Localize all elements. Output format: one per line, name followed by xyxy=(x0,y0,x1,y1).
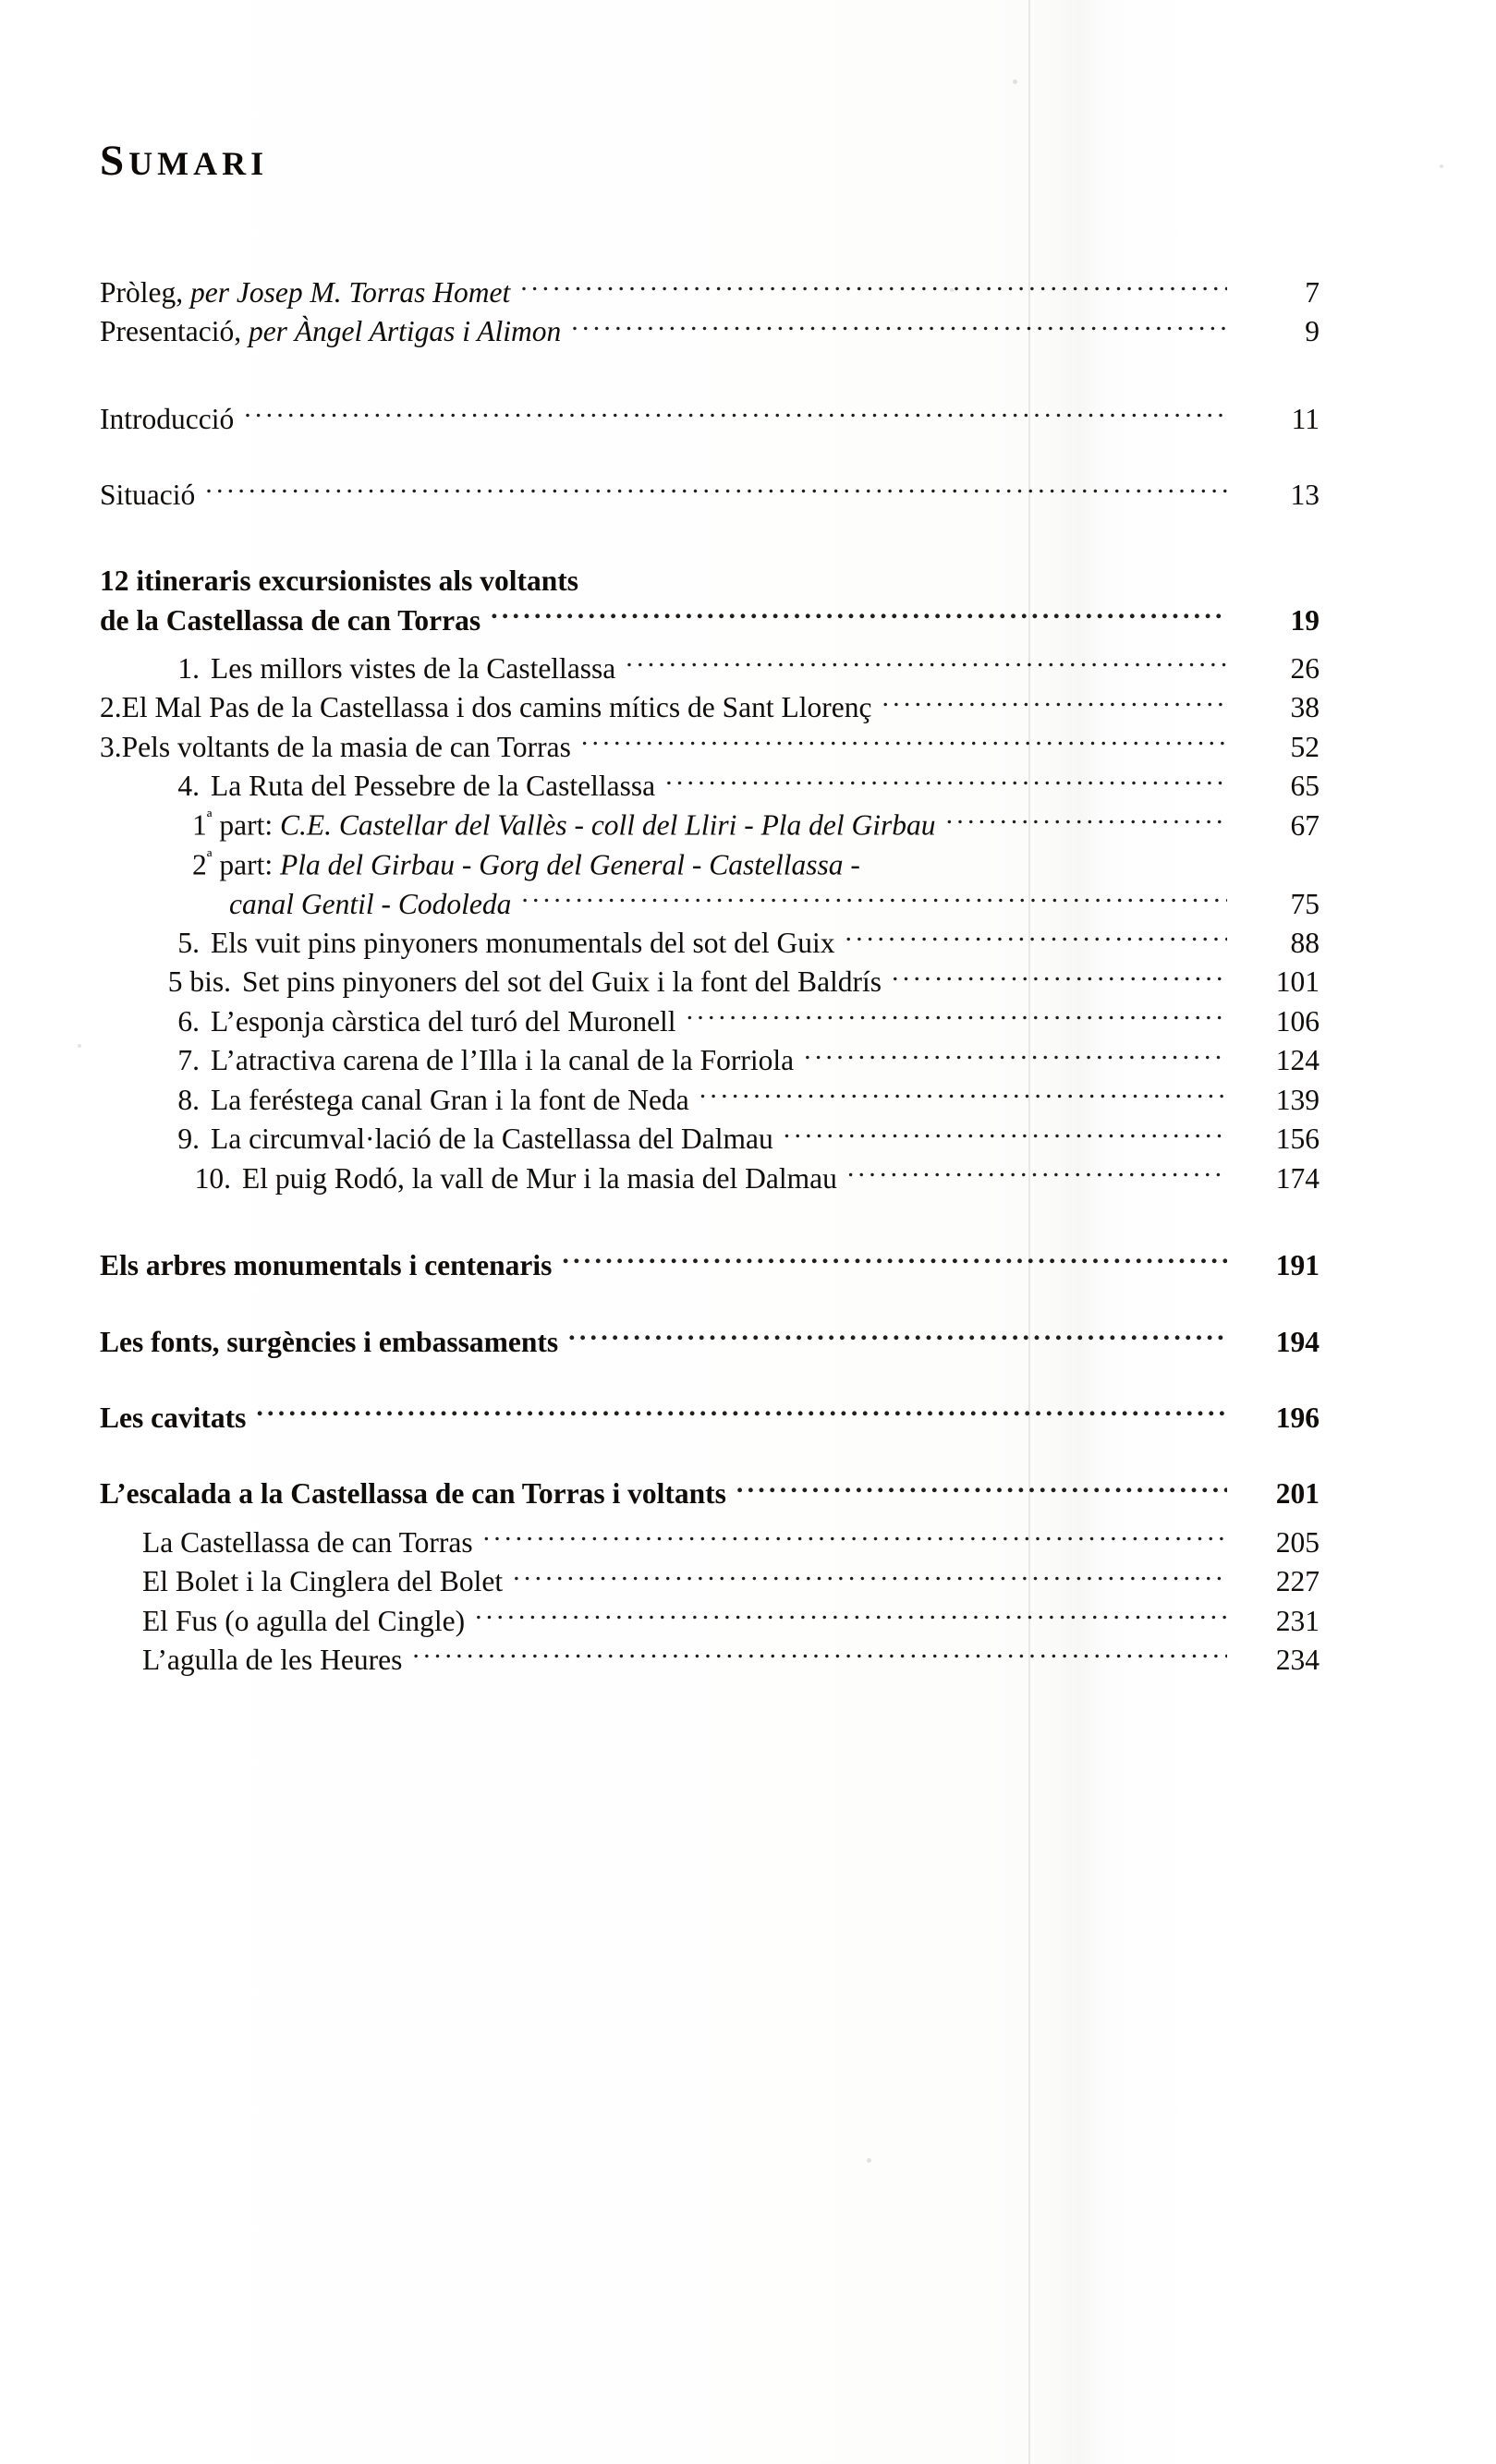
spacer xyxy=(100,1361,1320,1398)
dot-leader xyxy=(847,1159,1227,1188)
toc-page-number: 106 xyxy=(1275,1004,1320,1038)
toc-entry-label: Els arbres monumentals i centenaris xyxy=(100,1249,553,1282)
toc-content xyxy=(100,139,1320,1680)
dot-leader xyxy=(892,963,1227,992)
dot-leader xyxy=(521,884,1227,914)
toc-page-number: 101 xyxy=(1275,965,1320,999)
toc-entry-agulla-heures[interactable] xyxy=(100,1641,1320,1680)
toc-item-title: L’atractiva carena de l’Illa i la canal de la Forriola xyxy=(211,1044,795,1077)
toc-part-route: C.E. Castellar del Vallès - coll del Lliri - Pla del Girbau xyxy=(279,808,936,842)
spacer xyxy=(100,639,1320,649)
toc-item-title: La Ruta del Pessebre de la Castellassa xyxy=(211,770,656,803)
toc-item-number: 5. xyxy=(177,927,200,960)
toc-page-number: 11 xyxy=(1291,402,1320,435)
toc-part-ordinal: ª xyxy=(206,846,213,868)
toc-entry-label xyxy=(142,964,890,1001)
toc-entry-castellassa-can-torras[interactable] xyxy=(100,1523,1320,1561)
toc-item-title: La feréstega canal Gran i la font de Neda xyxy=(211,1083,689,1116)
toc-page-number: 88 xyxy=(1290,927,1320,960)
toc-entry-itinerari-7[interactable] xyxy=(100,1041,1320,1080)
toc-entry-fonts-surgencies[interactable] xyxy=(100,1322,1320,1361)
toc-entry-part-1[interactable] xyxy=(100,806,1320,844)
dot-leader xyxy=(520,273,1227,302)
toc-item-title: Set pins pinyoners del sot del Guix i la font del Baldrís xyxy=(242,965,882,999)
toc-item-number: 9. xyxy=(177,1123,200,1156)
toc-entry-label xyxy=(100,689,880,727)
dot-leader xyxy=(256,1398,1227,1427)
toc-page-number: 174 xyxy=(1275,1161,1320,1195)
page-title-rest: UMARI xyxy=(128,145,269,182)
section-heading-itineraris-line2[interactable] xyxy=(100,601,1320,639)
toc-entry-itinerari-10[interactable] xyxy=(100,1159,1320,1197)
toc-page-number: 65 xyxy=(1290,770,1320,803)
toc-entry-label xyxy=(161,925,843,963)
dot-leader xyxy=(870,845,1227,875)
page-title xyxy=(100,139,1320,184)
toc-page-number: 139 xyxy=(1275,1083,1320,1116)
toc-item-number: 5 bis. xyxy=(167,965,231,999)
spacer xyxy=(100,1198,1320,1246)
toc-entry-situacio[interactable] xyxy=(100,476,1320,515)
toc-entry-part-2-continuation[interactable] xyxy=(100,884,1320,923)
toc-entry-cavitats[interactable] xyxy=(100,1398,1320,1437)
toc-page-number: 191 xyxy=(1275,1249,1320,1282)
toc-page-number: 67 xyxy=(1290,808,1320,842)
toc-label-italic: per Àngel Artigas i Alimon xyxy=(248,315,562,348)
dot-leader xyxy=(513,1562,1227,1592)
toc-entry-itinerari-9[interactable] xyxy=(100,1120,1320,1159)
spacer xyxy=(100,1513,1320,1523)
toc-part-word: part: xyxy=(212,848,280,881)
toc-item-number: 6. xyxy=(177,1004,200,1038)
toc-page-number: 234 xyxy=(1275,1644,1320,1677)
dot-leader xyxy=(699,1080,1227,1110)
toc-entry-bolet-cinglera[interactable] xyxy=(100,1562,1320,1601)
toc-page-number: 201 xyxy=(1275,1477,1320,1511)
toc-entry-arbres-monumentals[interactable] xyxy=(100,1246,1320,1285)
dot-leader xyxy=(804,1041,1227,1071)
toc-label-plain: Pròleg, xyxy=(100,275,190,309)
toc-page-number: 19 xyxy=(1290,603,1320,637)
dot-leader xyxy=(205,476,1227,505)
spacer xyxy=(100,515,1320,563)
toc-entry-presentacio[interactable] xyxy=(100,312,1320,351)
toc-item-number: 2. xyxy=(100,691,122,724)
toc-entry-part-2[interactable] xyxy=(100,845,1320,884)
toc-page-number: 38 xyxy=(1290,691,1320,724)
toc-page-number: 205 xyxy=(1275,1525,1320,1559)
toc-item-title: El puig Rodó, la vall de Mur i la masia del Dalmau xyxy=(242,1161,837,1195)
toc-page-number: 231 xyxy=(1275,1604,1320,1637)
dot-leader xyxy=(581,727,1227,757)
toc-item-title: El Mal Pas de la Castellassa i dos camins mítics de Sant Llorenç xyxy=(121,691,872,724)
toc-entry-itinerari-5[interactable] xyxy=(100,924,1320,963)
toc-entry-label xyxy=(161,1082,698,1120)
toc-page-number: 124 xyxy=(1275,1044,1320,1077)
spacer xyxy=(100,351,1320,399)
toc-page-number: 7 xyxy=(1305,275,1320,309)
toc-entry-label xyxy=(100,274,518,312)
toc-item-title: Els vuit pins pinyoners monumentals del sot del Guix xyxy=(211,927,835,960)
toc-item-number: 7. xyxy=(177,1044,200,1077)
toc-item-number: 8. xyxy=(177,1083,200,1116)
toc-entry-label xyxy=(161,1042,802,1080)
dot-leader xyxy=(244,399,1227,429)
toc-entry-label xyxy=(192,845,869,884)
spacer xyxy=(100,1438,1320,1475)
toc-item-number: 4. xyxy=(177,770,200,803)
toc-entry-label: L’agulla de les Heures xyxy=(142,1644,403,1677)
toc-part-number: 2 xyxy=(192,848,207,881)
dot-leader xyxy=(475,1601,1227,1631)
dot-leader xyxy=(736,1475,1227,1504)
toc-entry-label xyxy=(100,313,569,351)
dot-leader xyxy=(483,1523,1227,1552)
toc-part-ordinal: ª xyxy=(206,807,213,830)
dot-leader xyxy=(946,806,1227,835)
toc-page-number: 52 xyxy=(1290,730,1320,763)
toc-page-number: 26 xyxy=(1290,651,1320,685)
dot-leader xyxy=(571,312,1227,342)
toc-entry-itinerari-3[interactable] xyxy=(100,727,1320,766)
toc-entry-itinerari-8[interactable] xyxy=(100,1080,1320,1119)
section-heading-escalada[interactable] xyxy=(100,1475,1320,1513)
toc-part-route-continued: canal Gentil - Codoleda xyxy=(229,887,512,920)
toc-entry-label: El Bolet i la Cinglera del Bolet xyxy=(142,1565,504,1598)
toc-entry-introduccio[interactable] xyxy=(100,399,1320,438)
toc-entry-itinerari-6[interactable] xyxy=(100,1001,1320,1040)
toc-entry-itinerari-1[interactable] xyxy=(100,649,1320,687)
toc-item-title: Pels voltants de la masia de can Torras xyxy=(121,730,571,763)
spacer xyxy=(100,439,1320,476)
dot-leader xyxy=(412,1641,1227,1670)
toc-part-route: Pla del Girbau - Gorg del General - Castellassa - xyxy=(279,848,860,881)
dot-leader xyxy=(845,924,1227,953)
toc-entry-label xyxy=(161,650,624,688)
toc-entry-label xyxy=(192,806,944,844)
toc-entry-itinerari-2[interactable] xyxy=(100,688,1320,727)
toc-entry-label: de la Castellassa de can Torras xyxy=(100,603,481,637)
toc-entry-label: Les fonts, surgències i embassaments xyxy=(100,1325,559,1358)
dot-leader xyxy=(687,1001,1227,1031)
toc-entry-label xyxy=(161,768,663,806)
page-title-initial: S xyxy=(100,137,129,185)
dot-leader xyxy=(568,1322,1227,1352)
toc-entry-itinerari-4[interactable] xyxy=(100,767,1320,806)
toc-entry-label xyxy=(161,1121,782,1159)
toc-item-number: 1. xyxy=(177,651,200,685)
spacer xyxy=(100,1285,1320,1322)
toc-entry-label: Les cavitats xyxy=(100,1401,247,1434)
dot-leader xyxy=(882,688,1227,718)
toc-entry-label: La Castellassa de can Torras xyxy=(142,1525,473,1559)
toc-entry-el-fus[interactable] xyxy=(100,1601,1320,1640)
toc-page-number: 9 xyxy=(1305,315,1320,348)
toc-entry-label xyxy=(142,1160,845,1198)
toc-entry-label: Situació xyxy=(100,479,196,512)
toc-item-title: L’esponja càrstica del turó del Muronell xyxy=(211,1004,676,1038)
toc-item-title: Les millors vistes de la Castellassa xyxy=(211,651,616,685)
toc-part-word: part: xyxy=(212,808,280,842)
toc-entry-label: L’escalada a la Castellassa de can Torras i voltants xyxy=(100,1477,726,1511)
toc-page-number: 194 xyxy=(1275,1325,1320,1358)
dot-leader xyxy=(562,1246,1227,1276)
toc-page-number: 196 xyxy=(1275,1401,1320,1434)
toc-entry-label: Introducció xyxy=(100,402,235,435)
toc-item-number: 10. xyxy=(194,1161,231,1195)
dot-leader xyxy=(784,1120,1227,1149)
section-heading-itineraris-line1: 12 itineraris excursionistes als voltants xyxy=(100,564,578,598)
dot-leader xyxy=(665,767,1227,796)
dot-leader xyxy=(626,649,1227,678)
toc-item-number: 3. xyxy=(100,730,122,763)
toc-item-title: La circumval·lació de la Castellassa del Dalmau xyxy=(211,1123,773,1156)
dot-leader xyxy=(491,601,1227,630)
toc-entry-label xyxy=(100,729,579,767)
toc-entry-itinerari-5-bis[interactable] xyxy=(100,963,1320,1001)
toc-page-number: 13 xyxy=(1290,479,1320,512)
toc-part-number: 1 xyxy=(192,808,207,842)
toc-page-number: 156 xyxy=(1275,1123,1320,1156)
toc-label-plain: Presentació, xyxy=(100,315,249,348)
toc-entry-label xyxy=(161,1003,685,1041)
toc-label-italic: per Josep M. Torras Homet xyxy=(190,275,511,309)
toc-page-number: 75 xyxy=(1290,887,1320,920)
toc-page-number: 227 xyxy=(1275,1565,1320,1598)
toc-entry-proleg[interactable] xyxy=(100,273,1320,311)
toc-entry-label: El Fus (o agulla del Cingle) xyxy=(142,1604,466,1637)
